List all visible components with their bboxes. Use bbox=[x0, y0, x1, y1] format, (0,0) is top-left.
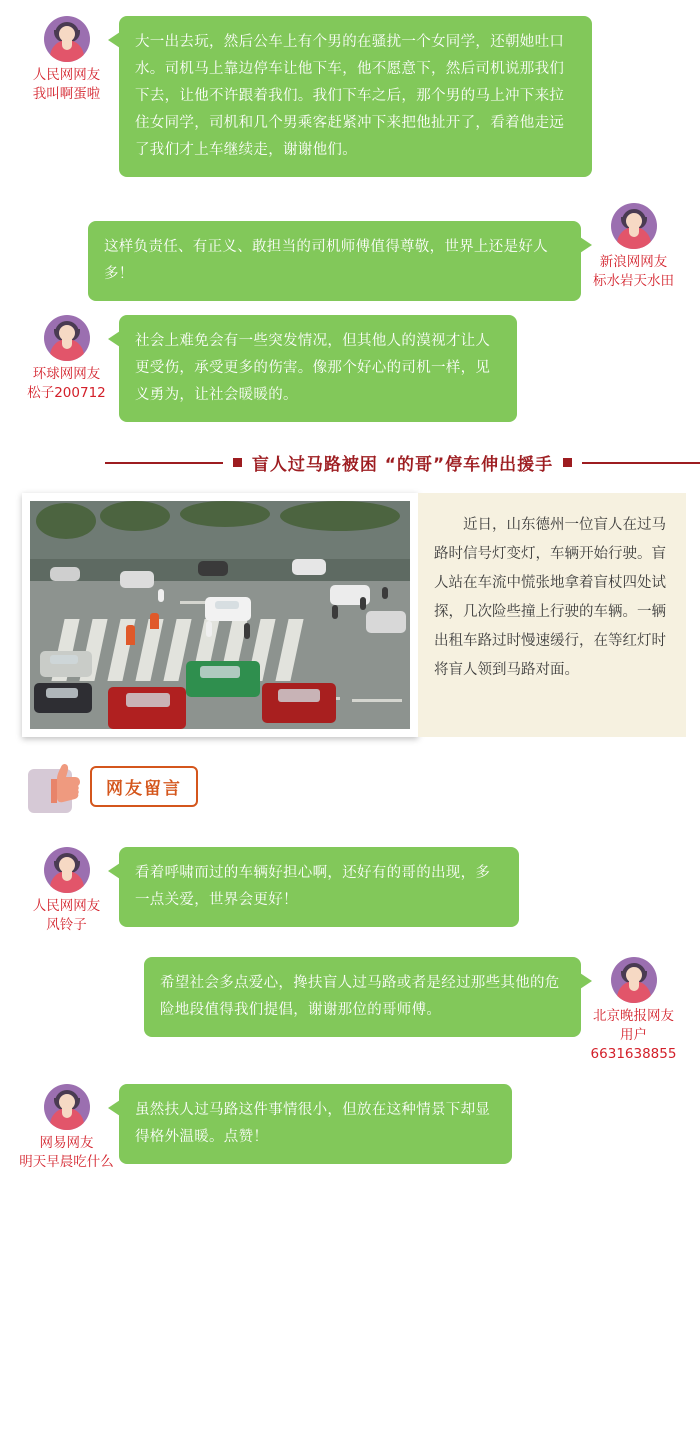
comment-item bbox=[14, 315, 686, 422]
comment-bubble: 社会上难免会有一些突发情况，但其他人的漠视才让人更受伤，承受更多的伤害。像那个好心的司机一样，见义勇为，让社会暖暖的。 bbox=[119, 315, 517, 422]
commenter-info bbox=[581, 957, 686, 1064]
avatar-wrap bbox=[581, 957, 686, 1003]
comment-bubble: 虽然扶人过马路这件事情很小，但放在这种情景下却显得格外温暖。点赞！ bbox=[119, 1084, 512, 1164]
avatar bbox=[611, 957, 657, 1003]
comment-item bbox=[14, 203, 686, 301]
commenter-source: 环球网网友 bbox=[32, 366, 101, 382]
avatar-wrap bbox=[14, 16, 119, 62]
section-header bbox=[0, 450, 700, 475]
comment-bubble: 大一出去玩，然后公车上有个男的在骚扰一个女同学，还朝她吐口水。司机马上靠边停车让他下车，他不愿意下，然后司机说那我们下去，让他不许跟着我们。我们下车之后，那个男的马上冲下来拉住女同学，司机和几个男乘客赶紧冲下来把他扯开了，看着他走远了我们才上车继续走，谢谢他们。 bbox=[119, 16, 592, 177]
divider-square-right bbox=[563, 458, 572, 467]
comment-bubble: 希望社会多点爱心，搀扶盲人过马路或者是经过那些其他的危险地段值得我们提倡，谢谢那位的哥师傅。 bbox=[144, 957, 581, 1037]
commenter-info bbox=[14, 847, 119, 935]
comment-item bbox=[14, 1084, 686, 1172]
news-photo bbox=[30, 501, 410, 729]
comment-bubble: 这样负责任、有正义、敢担当的司机师傅值得尊敬，世界上还是好人多！ bbox=[88, 221, 581, 301]
avatar-wrap bbox=[581, 203, 686, 249]
netizen-comments-heading bbox=[28, 759, 700, 813]
top-comment-list bbox=[0, 0, 700, 422]
divider-line-left bbox=[105, 462, 223, 464]
commenter-username: 我叫啊蛋啦 bbox=[32, 86, 101, 102]
commenter-source: 人民网网友 bbox=[32, 67, 101, 83]
commenter-source: 北京晚报网友 bbox=[593, 1008, 674, 1024]
comment-item bbox=[14, 847, 686, 935]
thumbs-up-icon bbox=[28, 759, 84, 813]
netizen-comments-label: 网友留言 bbox=[90, 766, 198, 807]
avatar bbox=[44, 1084, 90, 1130]
avatar bbox=[44, 315, 90, 361]
comment-bubble: 看着呼啸而过的车辆好担心啊，还好有的哥的出现，多一点关爱，世界会更好！ bbox=[119, 847, 519, 927]
avatar bbox=[44, 847, 90, 893]
commenter-username: 风铃子 bbox=[46, 917, 87, 933]
commenter-source: 新浪网网友 bbox=[599, 254, 668, 270]
commenter-info bbox=[581, 203, 686, 291]
story-text: 近日，山东德州一位盲人在过马路时信号灯变灯，车辆开始行驶。盲人站在车流中慌张地拿着盲杖四处试探，几次险些撞上行驶的车辆。一辆出租车路过时慢速缓行，在等红灯时将盲人领到马路对面。 bbox=[418, 493, 686, 737]
commenter-info bbox=[14, 315, 119, 403]
divider-line-right bbox=[582, 462, 700, 464]
comment-item bbox=[14, 16, 686, 177]
commenter-username: 用户6631638855 bbox=[590, 1027, 677, 1062]
avatar-wrap bbox=[14, 1084, 119, 1130]
comment-item bbox=[14, 957, 686, 1064]
commenter-source: 人民网网友 bbox=[32, 898, 101, 914]
commenter-username: 标水岩天水田 bbox=[593, 273, 674, 289]
avatar bbox=[44, 16, 90, 62]
commenter-username: 松子200712 bbox=[27, 385, 106, 401]
bottom-comment-list bbox=[0, 823, 700, 1206]
section-title: 盲人过马路被困 “的哥”停车伸出援手 bbox=[251, 455, 554, 475]
commenter-username: 明天早晨吃什么 bbox=[19, 1154, 114, 1170]
divider-square-left bbox=[233, 458, 242, 467]
avatar-wrap bbox=[14, 847, 119, 893]
avatar bbox=[611, 203, 657, 249]
commenter-info bbox=[14, 16, 119, 104]
avatar-wrap bbox=[14, 315, 119, 361]
commenter-source: 网易网友 bbox=[39, 1135, 94, 1151]
photo-frame bbox=[22, 493, 418, 737]
commenter-info bbox=[14, 1084, 119, 1172]
story-block bbox=[22, 493, 686, 737]
